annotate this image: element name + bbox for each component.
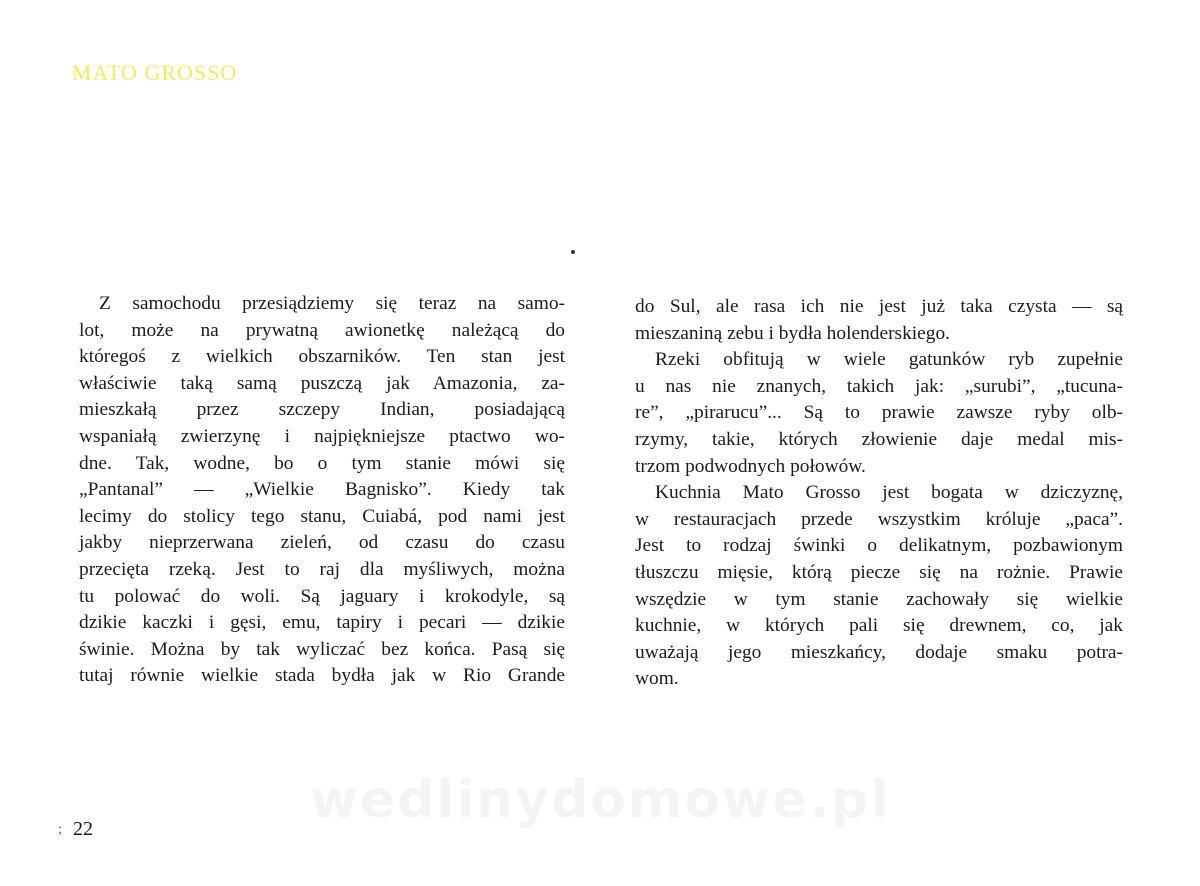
text-line: świnie. Można by tak wyliczać bez końca. Pasą się <box>79 638 565 660</box>
text-line: do Sul, ale rasa ich nie jest już taka czysta — są <box>635 296 1123 317</box>
text-line: rzymy, takie, których złowienie daje medal mis- <box>635 428 1123 450</box>
right-text-column <box>635 294 1123 693</box>
print-speck <box>571 250 575 254</box>
text-line: dne. Tak, wodne, bo o tym stanie mówi się <box>79 452 565 474</box>
watermark <box>0 770 1200 830</box>
left-text-column <box>79 291 565 690</box>
text-line: u nas nie znanych, takich jak: „surubi”, „tucuna- <box>635 375 1123 397</box>
text-line: „Pantanal” — „Wielkie Bagnisko”. Kiedy tak <box>79 479 565 501</box>
text-line: w restauracjach przede wszystkim króluje „paca”. <box>635 508 1123 530</box>
text-line: któregoś z wielkich obszarników. Ten stan jest <box>79 346 565 368</box>
text-line: tłuszczu mięsie, którą piecze się na rożnie. Prawie <box>635 561 1123 583</box>
text-line: lecimy do stolicy tego stanu, Cuiabá, pod nami jest <box>79 505 565 527</box>
text-line: wom. <box>635 668 679 690</box>
text-line: lot, może na prywatną awionetkę należącą do <box>79 319 565 341</box>
text-line: mieszkałą przez szczepy Indian, posiadającą <box>79 399 565 421</box>
text-line: jakby nieprzerwana zieleń, od czasu do czasu <box>79 532 565 554</box>
text-line: Rzeki obfitują w wiele gatunków ryb zupełnie <box>655 349 1123 371</box>
text-line: tu polować do woli. Są jaguary i krokodyle, są <box>79 585 565 607</box>
chapter-title: MATO GROSSO <box>72 60 238 85</box>
text-line: wspaniałą zwierzynę i najpiękniejsze ptactwo wo- <box>79 425 565 447</box>
text-line: właściwie taką samą puszczą jak Amazonia, za- <box>79 372 565 394</box>
text-line: dzikie kaczki i gęsi, emu, tapiry i pecari — dzikie <box>79 612 565 634</box>
text-line: wszędzie w tym stanie zachowały się wielkie <box>635 588 1123 610</box>
text-line: tutaj równie wielkie stada bydła jak w Rio Grande <box>79 665 565 687</box>
text-line: uważają jego mieszkańcy, dodaje smaku potra- <box>635 641 1123 663</box>
text-line: Z samochodu przesiądziemy się teraz na samo- <box>99 293 565 314</box>
text-line: re”, „pirarucu”... Są to prawie zawsze ryby olb- <box>635 402 1123 424</box>
text-line: Kuchnia Mato Grosso jest bogata w dziczyznę, <box>655 482 1123 504</box>
text-line: kuchnie, w których pali się drewnem, co, jak <box>635 615 1123 637</box>
page-mark: ; <box>58 822 62 837</box>
text-line: mieszaniną zebu i bydła holenderskiego. <box>635 322 950 344</box>
text-line: trzom podwodnych połowów. <box>635 455 866 477</box>
text-line: Jest to rodzaj świnki o delikatnym, pozbawionym <box>635 535 1123 557</box>
text-line: przecięta rzeką. Jest to raj dla myśliwych, można <box>79 558 565 580</box>
page-number: 22 <box>73 818 93 840</box>
